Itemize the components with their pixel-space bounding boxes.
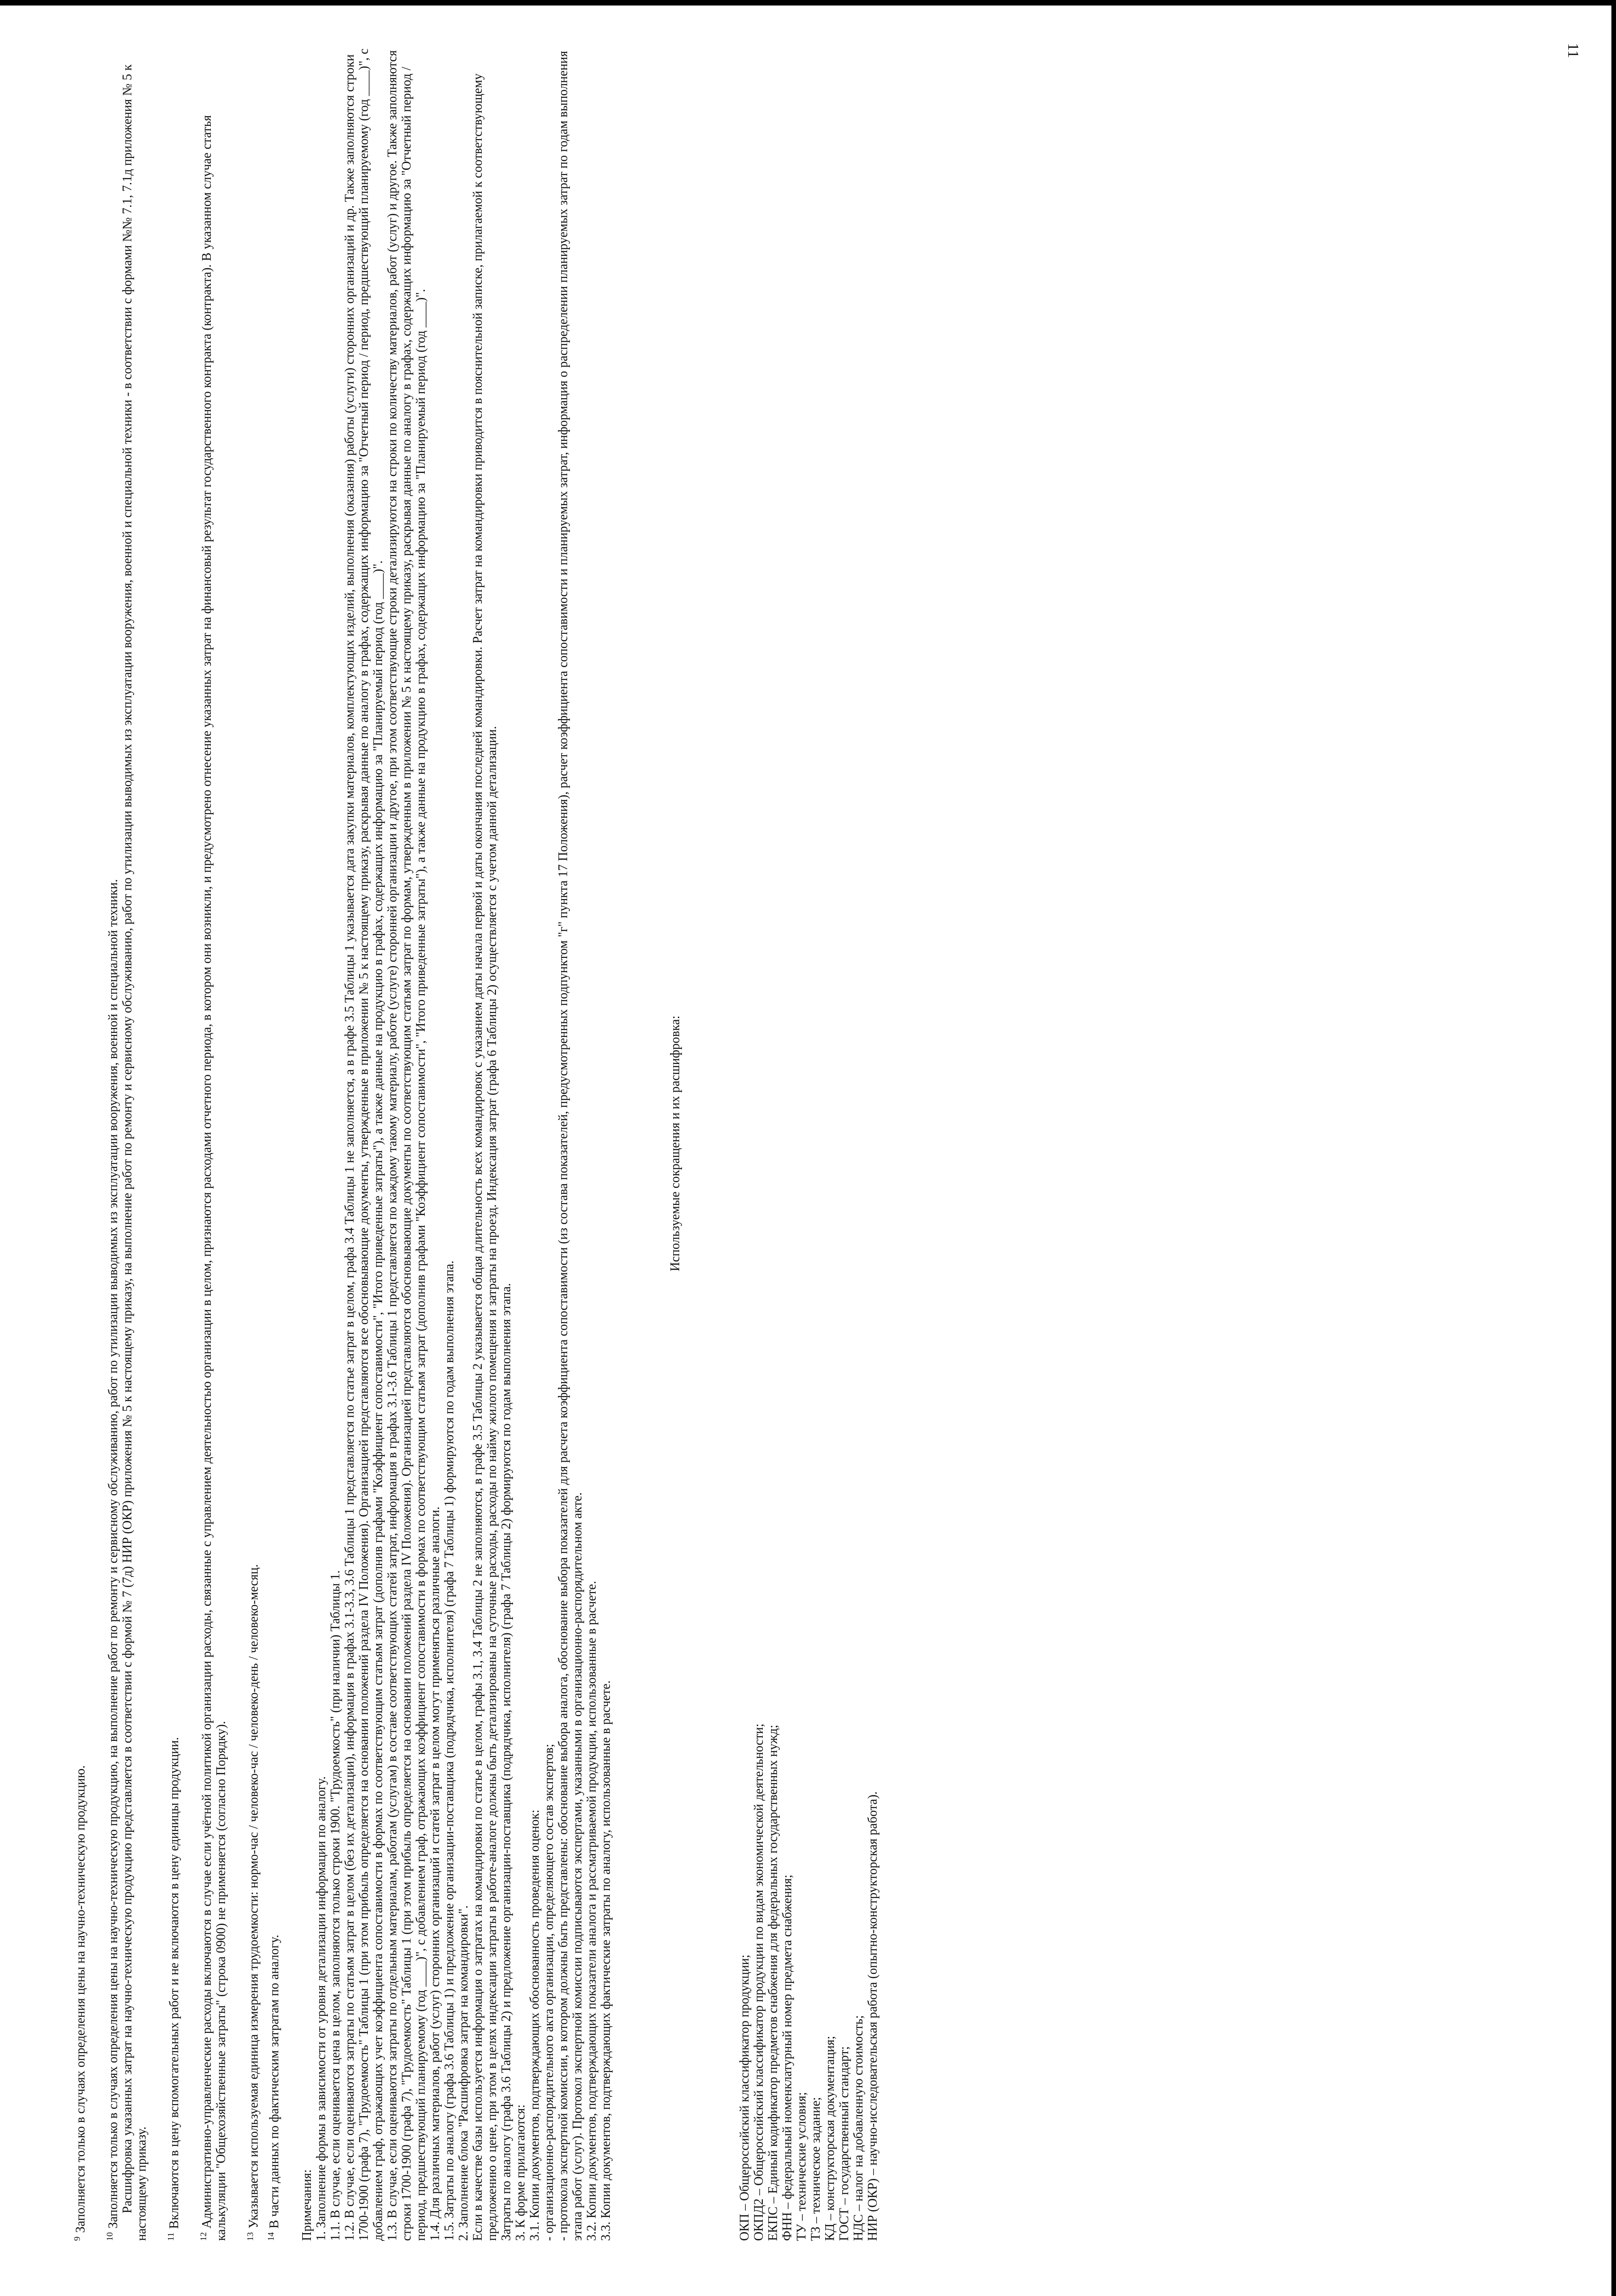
abbreviation-item: НДС – налог на добавленную стоимость; xyxy=(851,2015,866,2241)
note-line: 1.4. Для различных материалов, работ (услуг) сторонних организаций и статей затрат в целом могут применяться различные аналоги. xyxy=(428,1506,442,2241)
note-line: 1.2. В случае, если оцениваются затраты по статьям затрат в целом (без их детализации), информация в графах 3.1-3.3, 3.6 Таблицы 1 представляется по статье затрат в целом, графа 3.4 Таблицы 1 не заполняется, а в графе 3.5 Таблицы 1 указывается дата закупки материалов, комплектующих изделий, выполнения (оказания) работы (услуги) сторонних организаций и др. Также заполняются строки 1700-1900 (графа 7), "Трудоемкость" Таблицы 1 (при этом прибыль определяется на основании положений раздела IV Положения). Организацией представляются все обосновывающие документы, утвержденные в приложении № 5 к настоящему приказу, раскрывая данные по аналогу в графах, содержащих информацию за "Отчетный период / период, предшествующий планируемому (год ____)", с добавлением граф, отражающих учет коэффициента сопоставимости в формах по соответствующим статьям затрат (дополнив графами "Коэффициент сопоставимости", "Итого приведенные затраты"), а также данные на продукцию в графах, содержащих информацию за "Планируемый период (год ____)". xyxy=(343,48,385,2241)
footnote-11 xyxy=(167,46,181,2241)
abbreviation-item: ФНН – федеральный номенклатурный номер предмета снабжения; xyxy=(780,1874,794,2241)
footnote-marker: 14 xyxy=(266,2232,276,2241)
notes-heading: Примечания: xyxy=(300,2169,314,2241)
abbreviation-item: ГОСТ – государственный стандарт; xyxy=(837,2046,851,2241)
note-line: 2. Заполнение блока "Расшифровка затрат на командировки". xyxy=(456,1905,471,2241)
note-line: 3.2. Копии документов, подтверждающих показатели аналога и рассматриваемой продукции, использованные в расчете. xyxy=(585,1581,599,2241)
footnote-text: Заполняется только в случаях определения цены на научно-техническую продукцию, на выполнение работ по ремонту и сервисному обслуживанию, работ по утилизации выводимых из эксплуатации вооружения, военной и специальной техники. xyxy=(106,879,120,2228)
note-line: - протокола экспертной комиссии, в котором должны быть представлены: обоснование выбора аналога, обоснование выбора показателей для расчета коэффициента сопоставимости (из состава показателей, предусмотренных подпунктом "г" пункта 17 Положения), расчет коэффициента сопоставимости и планируемых затрат, информация о распределении планируемых затрат по годам выполнения этапа работ (услуг). Протокол экспертной комиссии подписываются экспертами, указанными в организационно-распорядительном акте. xyxy=(556,51,585,2241)
spacer xyxy=(719,46,738,2241)
abbreviation-item: ТЗ – техническое задание; xyxy=(809,2097,823,2241)
footnote-text: Включаются в цену вспомогательных работ и не включаются в цену единицы продукции. xyxy=(167,1737,181,2229)
scan-border-right xyxy=(1611,0,1616,2296)
note-line: 3.3. Копии документов, подтверждающих фактические затраты по аналогу, использованные в расчете. xyxy=(599,1680,613,2241)
scan-border-top xyxy=(0,0,1616,6)
note-line: Если в качестве базы используется информация о затратах на командировки по статье в целом, графы 3.1, 3.4 Таблицы 2 не заполняются, в графе 3.5 Таблицы 2 указывается общая длительность всех командировок с указанием даты начала первой и даты окончания последней командировки. Расчет затрат на командировки приводится в пояснительной записке, прилагаемой к соответствующему предложению о цене, при этом в целях индексации затраты в работе-аналоге должны быть детализированы на суточные расходы, расходы по найму жилого помещения и затраты на проезд. Индексация затрат (графа 6 Таблицы 2) осуществляется с учетом данной детализации. xyxy=(471,73,499,2241)
footnote-marker: 10 xyxy=(105,2232,115,2241)
note-line: 1. Заполнение формы в зависимости от уровня детализации информации по аналогу. xyxy=(314,1776,328,2241)
rotated-page-content xyxy=(73,46,1561,2241)
footnote-10-continuation: Расшифровка указанных затрат на научно-техническую продукцию представляется в соответствии с формой № 7 (7д) НИР (ОКР) приложения № 5 к настоящему приказу, на выполнение работ по ремонту и сервисному обслуживанию, работ по утилизации выводимых из эксплуатации вооружения, военной и специальной техники - в соответствии с формами №№ 7.1, 7.1д приложения № 5 к настоящему приказу. xyxy=(120,64,149,2241)
footnote-text: Административно-управленческие расходы включаются в случае если учётной политикой организации расходы, связанные с управлением деятельностью организации в целом, признаются расходами отчетного периода, в котором они возникли, и предусмотрено отнесение указанных затрат на финансовый результат государственного контракта (контракта). В указанном случае статья калькуляции "Общехозяйственные затраты" (строка 0900) не применяется (согласно Порядку). xyxy=(200,115,228,2241)
abbreviations-heading: Используемые сокращения и их расшифровка: xyxy=(668,1015,682,1272)
footnote-marker: 12 xyxy=(198,2232,208,2241)
footnote-14 xyxy=(267,46,282,2241)
spacer xyxy=(631,46,650,2241)
spacer xyxy=(682,46,701,2241)
note-line: 3.1. Копии документов, подтверждающих обоснованность проведения оценок: xyxy=(528,1809,542,2241)
footnote-12 xyxy=(200,46,228,2241)
footnote-marker: 9 xyxy=(72,2236,82,2241)
footnote-marker: 11 xyxy=(166,2232,176,2241)
note-line: 1.3. В случае, если оцениваются затраты по отдельным материалам, работам (услугам) в составе соответствующих статей затрат, информация в графах 3.1-3.6 Таблицы 1 представляется по каждому такому материалу, работе (услуге) сторонней организации и другое, при этом соответствующие строки детализируются на строки по количеству материалов, работ (услуг) и другое. Также заполняются строки 1700-1900 (графа 7), "Трудоемкость" Таблицы 1 (при этом прибыль определяется на основании положений раздела IV Положения). Организацией представляются обосновывающие документы по соответствующим статьям затрат по формам, утвержденным в приложении № 5 к настоящему приказу, раскрывая данные по аналогу в графах, содержащих информацию за "Отчетный период / период, предшествующий планируемому (год ____)", с добавлением граф, отражающих коэффициент сопоставимости в формах по соответствующим статьям затрат (дополнив графами "Коэффициент сопоставимости", "Итого приведенные затраты"), а также данные на продукцию в графах, содержащих информацию за "Планируемый период (год ____)". xyxy=(385,50,428,2241)
spacer xyxy=(613,46,631,2241)
abbreviation-item: НИР (ОКР) – научно-исследовательская работа (опытно-конструкторская работа). xyxy=(866,1791,880,2241)
spacer xyxy=(701,46,719,2241)
footnote-10 xyxy=(106,46,120,2241)
note-line: 1.1. В случае, если оценивается цена в целом, заполняются только строки 1900. "Трудоемкость" (при наличии) Таблицы 1. xyxy=(328,1570,343,2241)
note-line: 1.5. Затраты по аналогу (графа 3.6 Таблицы 1) и предложение организации-поставщика (подрядчика, исполнителя) (графа 7 Таблицы 1) формируются по годам выполнения этапа. xyxy=(442,1261,456,2241)
abbreviation-item: ЕКПС – Единый кодификатор предметов снабжения для федеральных государственных нужд; xyxy=(766,1725,780,2241)
abbreviation-item: ОКП – Общероссийский классификатор продукции; xyxy=(738,1954,752,2241)
note-line: 3. К форме прилагаются: xyxy=(513,2104,528,2241)
footnote-text: Указывается используемая единица измерения трудоемкости: нормо-час / человеко-час / человеко-день / человеко-месяц. xyxy=(247,1564,261,2228)
note-line: Затраты по аналогу (графа 3.6 Таблицы 2) и предложение организации-поставщика (подрядчика, исполнителя) (графа 7 Таблицы 2) формируются по годам выполнения этапа. xyxy=(499,1283,513,2241)
footnote-text: Заполняется только в случаях определения цены на научно-техническую продукцию. xyxy=(73,1765,88,2233)
abbreviation-item: КД – конструкторская документация; xyxy=(823,2036,837,2241)
footnote-marker: 13 xyxy=(245,2232,255,2241)
note-line: - организационно-распорядительного акта организации, определяющего состав экспертов; xyxy=(542,1744,556,2241)
abbreviation-item: ТУ – технические условия; xyxy=(794,2092,809,2241)
footnote-13 xyxy=(247,46,261,2241)
abbreviation-item: ОКПД2 – Общероссийский классификатор продукции по видам экономической деятельности; xyxy=(752,1723,766,2241)
footnote-text: В части данных по фактическим затратам по аналогу. xyxy=(267,1935,282,2228)
spacer xyxy=(650,46,668,2241)
page-number: 11 xyxy=(1565,43,1582,58)
footnote-9 xyxy=(73,46,88,2241)
